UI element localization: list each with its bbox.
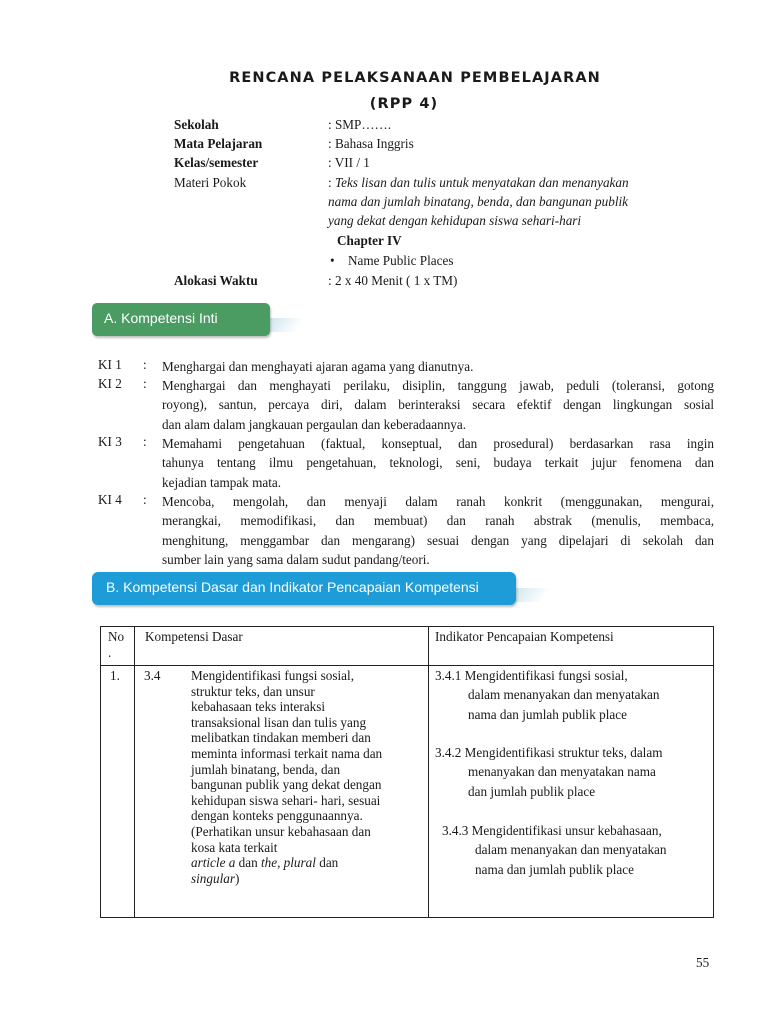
kd-line: meminta informasi terkait nama dan xyxy=(191,745,383,761)
kd-description xyxy=(191,668,423,886)
indicator-2 xyxy=(435,743,707,801)
kd-line: transaksional lisan dan tulis yang xyxy=(191,714,367,730)
ki-text xyxy=(162,376,714,434)
ki-colon: : xyxy=(143,376,147,391)
kelas-label: Kelas/semester xyxy=(174,155,259,170)
indicator-line: nama dan jumlah publik place xyxy=(475,861,634,877)
indicator-line: 3.4.1 Mengidentifikasi fungsi sosial, xyxy=(435,668,628,683)
header-kd: Kompetensi Dasar xyxy=(145,629,243,644)
document-subtitle: (RPP 4) xyxy=(369,96,439,112)
indicator-line: dan jumlah publik place xyxy=(468,783,596,799)
materi-line-1: : Teks lisan dan tulis untuk menyatakan dan menanyakan xyxy=(328,175,629,190)
ki-line: Menghargai dan menghayati ajaran agama yang dianutnya. xyxy=(162,359,474,374)
indicator-line: dalam menanyakan dan menyatakan xyxy=(475,842,667,858)
section-a-banner: A. Kompetensi Inti xyxy=(92,303,270,336)
kd-term: article a xyxy=(191,855,236,871)
sekolah-value: : SMP……. xyxy=(328,117,392,132)
ki-colon: : xyxy=(143,434,147,449)
ki-text xyxy=(162,434,714,492)
table-divider xyxy=(428,627,429,917)
indicator-line: dalam menanyakan dan menyatakan xyxy=(468,687,660,703)
kd-joiner: dan xyxy=(235,855,261,871)
header-no-line: No xyxy=(108,629,125,644)
kd-code: 3.4 xyxy=(144,668,161,683)
kd-line: kosa kata terkait xyxy=(191,839,278,855)
kd-line xyxy=(191,871,423,887)
indicator-line: 3.4.2 Mengidentifikasi struktur teks, dalam xyxy=(435,745,663,760)
mapel-label: Mata Pelajaran xyxy=(174,136,263,151)
indicator-3 xyxy=(442,821,707,879)
section-b-prefix: B. xyxy=(106,579,124,595)
kd-line: struktur teks, dan unsur xyxy=(191,683,315,699)
ki-line: dan alam dalam jangkauan pergaulan dan keberadaannya. xyxy=(162,416,467,432)
alokasi-value: : 2 x 40 Menit ( 1 x TM) xyxy=(328,273,458,288)
ki-line: kejadian tampak mata. xyxy=(162,474,282,490)
materi-line-3: yang dekat dengan kehidupan siswa sehari-hari xyxy=(328,213,582,228)
document-title: RENCANA PELAKSANAAN PEMBELAJARAN xyxy=(229,70,601,86)
ki-text xyxy=(162,492,714,569)
ki-colon: : xyxy=(143,357,147,372)
section-b-title: Kompetensi Dasar dan Indikator Pencapaian Kompetensi xyxy=(123,579,479,595)
kd-line: Mengidentifikasi fungsi sosial, xyxy=(191,668,354,683)
row-no: 1. xyxy=(110,668,120,683)
kd-line: bangunan publik yang dekat dengan xyxy=(191,777,382,793)
kd-joiner: dan xyxy=(315,855,339,871)
materi-line-2: nama dan jumlah binatang, benda, dan bangunan publik xyxy=(328,194,629,209)
kd-line: melibatkan tindakan memberi dan xyxy=(191,730,371,746)
kelas-value: : VII / 1 xyxy=(328,155,370,170)
ki-line: tahunya tentang ilmu pengetahuan, teknologi, seni, budaya terkait jujur fenomena dan xyxy=(162,455,714,471)
kd-line: dengan konteks penggunaannya. xyxy=(191,808,363,824)
kd-line: kehidupan siswa sehari- hari, sesuai xyxy=(191,792,381,808)
ki-code: KI 1 xyxy=(98,357,122,372)
table-divider xyxy=(134,627,135,917)
ki-text xyxy=(162,357,714,376)
header-ipk: Indikator Pencapaian Kompetensi xyxy=(435,629,614,644)
header-no-line: . xyxy=(108,645,112,660)
kd-line: (Perhatikan unsur kebahasaan dan xyxy=(191,823,371,839)
kd-term: singular xyxy=(191,870,235,886)
ki-code: KI 4 xyxy=(98,492,122,507)
ki-line: Memahami pengetahuan (faktual, konseptual, dan prosedural) berdasarkan rasa ingin xyxy=(162,436,714,451)
topic-item: Name Public Places xyxy=(348,253,454,268)
ki-code: KI 3 xyxy=(98,434,122,449)
kd-line: kebahasaan teks interaksi xyxy=(191,699,326,715)
ki-line: menghitung, menggambar dan mengarang) sesuai dengan yang dipelajari di sekolah dan xyxy=(162,532,714,548)
kd-term: the, plural xyxy=(260,855,316,871)
materi-label: Materi Pokok xyxy=(174,175,247,190)
ki-line: merangkai, memodifikasi, dan membuat) dan ranah abstrak (menulis, membaca, xyxy=(162,513,714,529)
indicator-line: 3.4.3 Mengidentifikasi unsur kebahasaan, xyxy=(442,823,662,838)
ki-line: Mencoba, mengolah, dan menyaji dalam ranah konkrit (menggunakan, mengurai, xyxy=(162,494,714,509)
section-b-banner xyxy=(92,572,516,605)
kd-line: jumlah binatang, benda, dan xyxy=(191,761,341,777)
ki-code: KI 2 xyxy=(98,376,122,391)
indicator-line: menanyakan dan menyatakan nama xyxy=(468,764,656,780)
indicator-1 xyxy=(435,666,707,724)
indicator-line: nama dan jumlah publik place xyxy=(468,706,627,722)
ki-line: royong), santun, percaya diri, dalam berinteraksi secara efektif dengan lingkungan sosial xyxy=(162,397,714,413)
chapter-label: Chapter IV xyxy=(337,233,402,248)
ki-line: Menghargai dan menghayati perilaku, disiplin, tanggung jawab, peduli (toleransi, gotong xyxy=(162,378,714,393)
ki-colon: : xyxy=(143,492,147,507)
kd-line xyxy=(191,855,423,871)
page-number: 55 xyxy=(696,955,710,970)
mapel-value: : Bahasa Inggris xyxy=(328,136,414,151)
sekolah-label: Sekolah xyxy=(174,117,219,132)
header-no xyxy=(108,629,124,661)
kd-joiner: ) xyxy=(234,870,240,886)
kd-ipk-table xyxy=(100,626,714,918)
bullet-icon: • xyxy=(330,253,335,268)
ki-line: sumber lain yang sama dalam sudut pandang/teori. xyxy=(162,551,430,567)
alokasi-label: Alokasi Waktu xyxy=(174,273,258,288)
